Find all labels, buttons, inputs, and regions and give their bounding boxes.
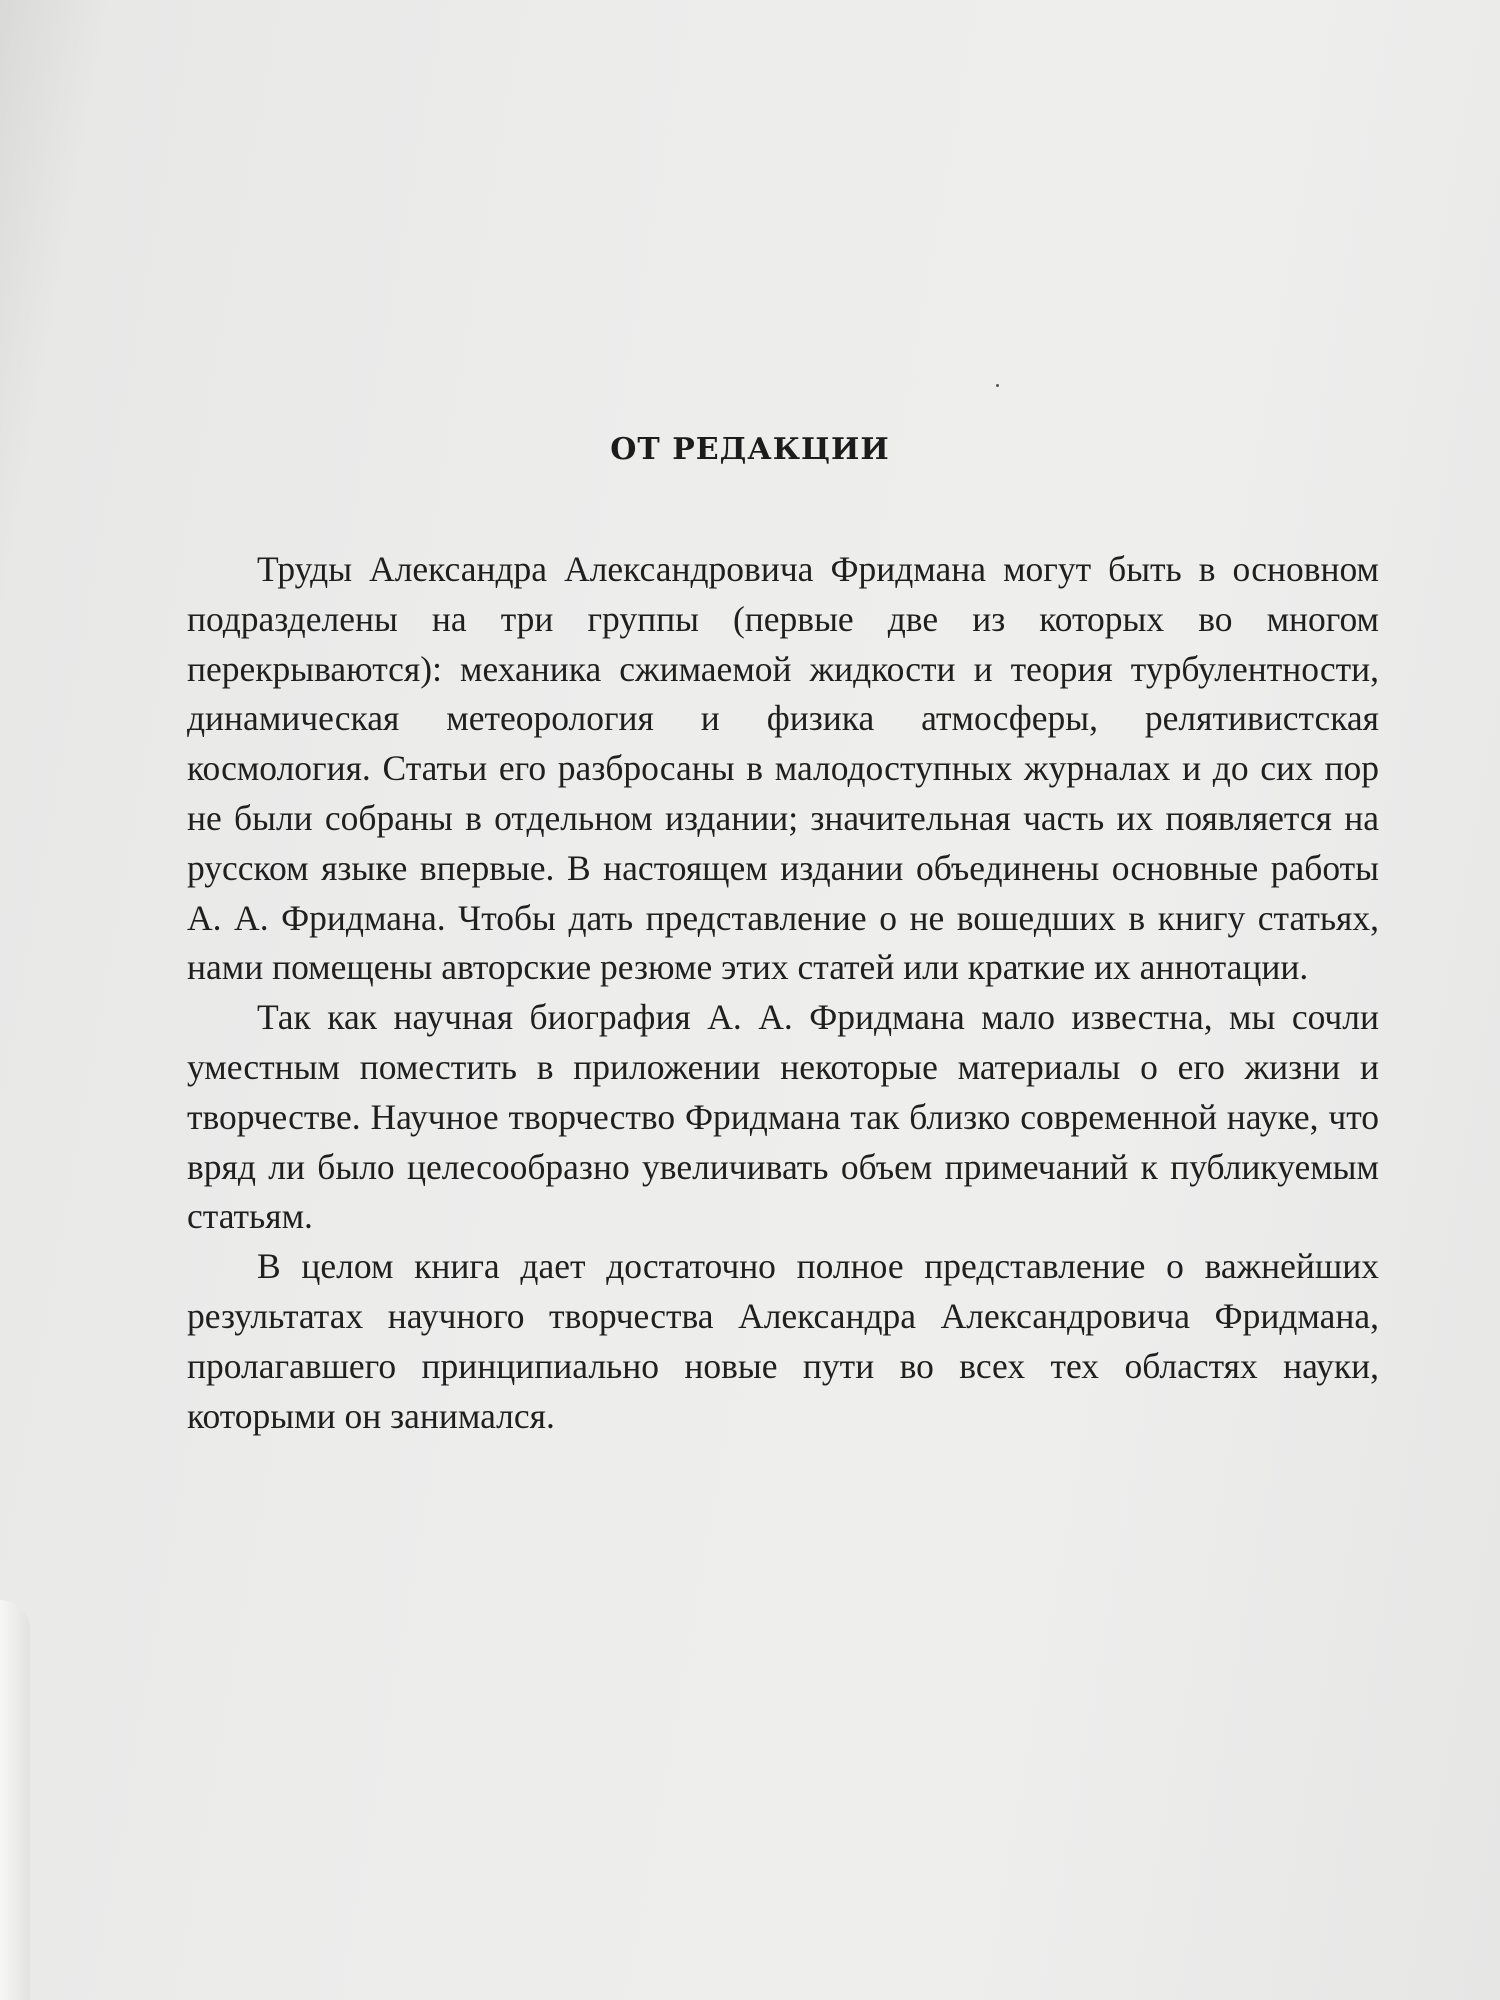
ink-speck: [996, 384, 999, 387]
paragraph-2: Так как научная биография А. А. Фридмана мало известна, мы сочли уместным поместить в приложении некоторые материалы о его жизни и творчестве. Научное творчество Фридмана так близко современной науке, что вряд ли было целесообразно увеличивать объем примечаний к публикуемым статьям.: [187, 997, 1379, 1237]
paragraph-1: Труды Александра Александровича Фридмана могут быть в основном подразделены на три группы (первые две из которых во многом перекрываются): механика сжимаемой жидкости и теория турбулентности, динамическая метеорология и физика атмосферы, релятивистская космология. Статьи его разбросаны в малодоступных журналах и до сих пор не были собраны в отдельном издании; значительная часть их появляется на русском языке впервые. В настоящем издании объединены основные работы А. А. Фридмана. Чтобы дать представление о не вошедших в книгу статьях, нами помещены авторские резюме этих статей или краткие их аннотации.: [187, 549, 1379, 988]
page-edge-shadow: [0, 1600, 30, 2000]
paragraph-3: В целом книга дает достаточно полное представление о важнейших результатах научного творчества Александра Александровича Фридмана, пролагавшего принципиально новые пути во всех тех областях науки, которыми он занимался.: [187, 1246, 1379, 1436]
page-heading: ОТ РЕДАКЦИИ: [610, 432, 890, 467]
body-text: [187, 545, 1379, 1441]
